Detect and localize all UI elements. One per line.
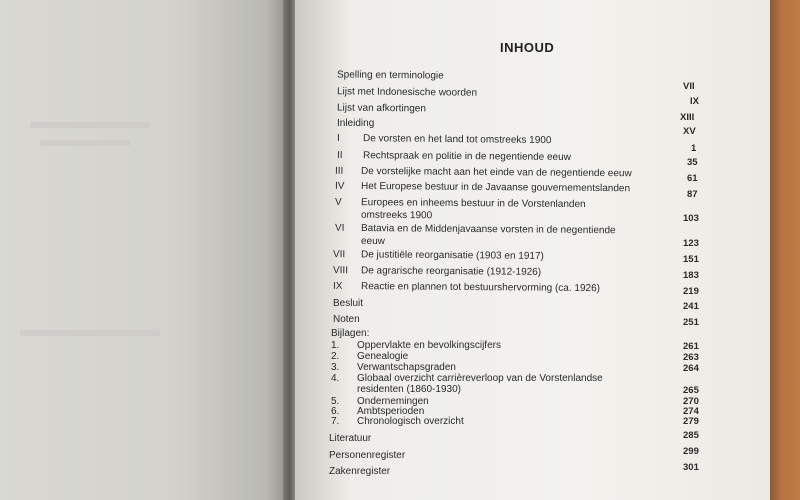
- chapter-numeral: III: [334, 165, 344, 177]
- chapter-label: Het Europese bestuur in de Javaanse gouvernementslanden: [360, 180, 631, 195]
- chapter-numeral: IX: [332, 280, 343, 292]
- bijlage-number: 4.: [331, 373, 340, 384]
- bijlage-page: 270: [683, 396, 699, 407]
- chapter-numeral: VI: [334, 222, 345, 234]
- toc-chapter: [335, 166, 632, 180]
- bijlage-number: 7.: [331, 416, 340, 427]
- chapter-numeral: IV: [334, 180, 345, 192]
- bijlage-page: 261: [683, 341, 699, 352]
- chapter-label-continued: omstreeks 1900: [360, 209, 433, 222]
- chapter-label: Rechtspraak en politie in de negentiende eeuw: [362, 150, 571, 164]
- chapter-page: 219: [683, 286, 699, 297]
- chapter-numeral: V: [334, 196, 342, 208]
- chapter-page: 87: [687, 189, 698, 200]
- toc-entry-page: IX: [690, 96, 699, 107]
- toc-chapter: [335, 197, 586, 210]
- toc-entry-label: Zakenregister: [329, 466, 391, 477]
- toc-entry-label: Noten: [333, 314, 360, 325]
- bijlage-item: [331, 373, 603, 384]
- toc-entry-label: Literatuur: [329, 433, 372, 444]
- bijlage-page: 263: [683, 352, 699, 363]
- bijlage-page: 274: [683, 406, 699, 417]
- bijlage-label: Ondernemingen: [357, 396, 429, 407]
- toc-entry-page: 299: [683, 446, 699, 457]
- bijlage-label: Ambtsperioden: [357, 406, 425, 417]
- bijlage-page: 279: [683, 416, 699, 427]
- bijlage-label: Globaal overzicht carrièreverloop van de Vorstenlandse: [357, 373, 603, 384]
- bijlage-label: Oppervlakte en bevolkingscijfers: [357, 340, 501, 351]
- toc-entry-label: Besluit: [333, 298, 364, 309]
- bijlage-label: Chronologisch overzicht: [357, 416, 464, 427]
- toc-entry-page: 241: [683, 301, 699, 312]
- chapter-label: De justitiële reorganisatie (1903 en 1917): [360, 249, 544, 262]
- toc-entry-label: Lijst van afkortingen: [336, 102, 427, 115]
- bijlage-label: Verwantschapsgraden: [357, 362, 456, 373]
- bijlage-label: Genealogie: [357, 351, 409, 362]
- chapter-page: 183: [683, 270, 699, 281]
- chapter-numeral: I: [336, 132, 340, 144]
- bijlage-item: [331, 416, 464, 427]
- bijlage-page: 265: [683, 385, 699, 396]
- bijlage-number: 2.: [331, 351, 340, 362]
- chapter-page: 123: [683, 238, 699, 249]
- bijlage-item: [331, 351, 408, 362]
- toc-entry-label: Spelling en terminologie: [336, 69, 444, 82]
- toc-entry-page: 285: [683, 430, 699, 441]
- bijlage-item: [331, 362, 456, 373]
- bijlagen-heading: Bijlagen:: [331, 328, 370, 339]
- toc-chapter: [335, 223, 616, 236]
- bijlage-item: [331, 340, 501, 351]
- bijlage-page: 264: [683, 363, 699, 374]
- chapter-page: 35: [687, 157, 698, 168]
- toc-entry-page: VII: [683, 81, 695, 92]
- chapter-page: 1: [691, 143, 697, 154]
- page-title: INHOUD: [500, 40, 555, 55]
- toc-chapter: [333, 265, 541, 278]
- bijlage-number: 1.: [331, 340, 340, 351]
- chapter-label: De agrarische reorganisatie (1912-1926): [360, 265, 542, 278]
- toc-entry-page: 301: [683, 462, 699, 473]
- chapter-numeral: VII: [332, 249, 346, 261]
- toc-entry-label: Lijst met Indonesische woorden: [336, 86, 478, 99]
- toc-chapter: [335, 181, 630, 195]
- bijlage-label-continued: residenten (1860-1930): [357, 384, 461, 395]
- chapter-label: De vorstelijke macht aan het einde van de negentiende eeuw: [360, 165, 632, 180]
- chapter-page: 151: [683, 254, 699, 265]
- chapter-label-continued: eeuw: [360, 235, 385, 248]
- chapter-label: Reactie en plannen tot bestuurshervorming (ca. 1926): [360, 281, 601, 295]
- chapter-numeral: II: [336, 149, 343, 162]
- toc-chapter: [337, 150, 571, 163]
- bijlage-number: 3.: [331, 362, 340, 373]
- chapter-label: Batavia en de Middenjavaanse vorsten in de negentiende: [360, 223, 616, 237]
- chapter-label: De vorsten en het land tot omstreeks 1900: [362, 133, 552, 147]
- chapter-page: 61: [687, 173, 698, 184]
- toc-entry-label: Inleiding: [337, 118, 375, 129]
- toc-chapter: [333, 249, 544, 262]
- toc-chapter: [337, 133, 552, 146]
- chapter-numeral: VIII: [332, 265, 349, 277]
- toc-chapter: [333, 281, 600, 294]
- chapter-label: Europees en inheems bestuur in de Vorstenlanden: [360, 197, 586, 211]
- chapter-page: 103: [683, 213, 699, 224]
- toc-entry-label: Personenregister: [329, 450, 406, 461]
- toc-entry-page: XV: [683, 126, 696, 137]
- bijlage-number: 6.: [331, 406, 340, 417]
- bijlage-number: 5.: [331, 396, 340, 407]
- toc-entry-page: XIII: [680, 112, 695, 123]
- toc-entry-page: 251: [683, 317, 699, 328]
